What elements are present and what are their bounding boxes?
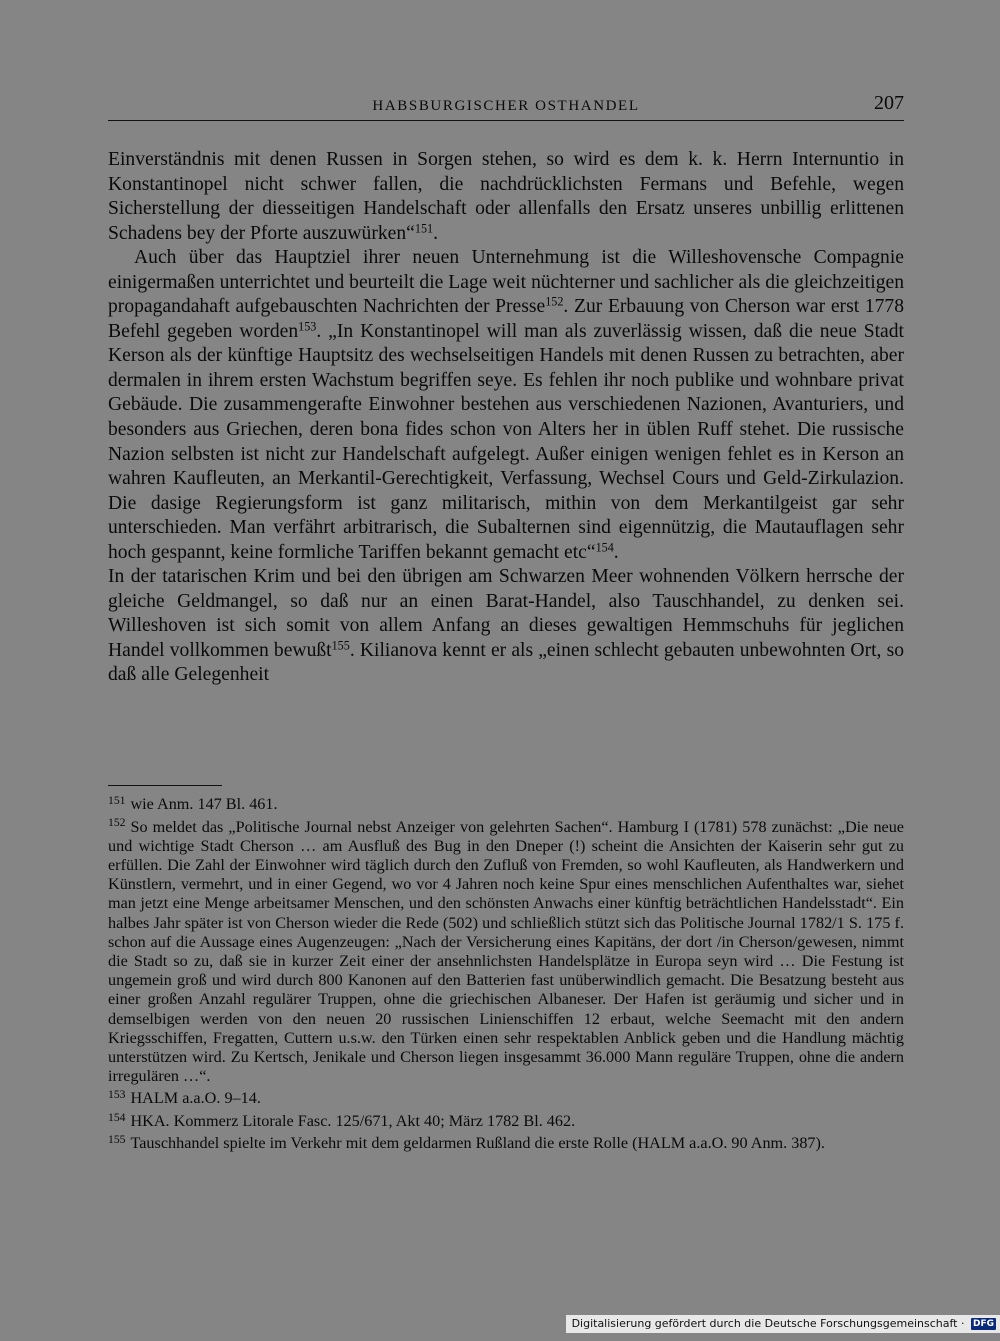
paragraph-text: Auch über das Hauptziel ihrer neuen Unternehmung ist die Willeshovensche Compagnie einigermaßen unterrichtet und beurteilt die Lage weit nüchterner und sachlicher als die gleichzeitigen propagandahaft aufgebauschten Nachrichten der Presse xyxy=(108,247,904,318)
page-number: 207 xyxy=(874,92,904,114)
footnote-number: 152 xyxy=(108,816,126,830)
paragraph-2 xyxy=(108,246,904,565)
footnote-ref-154: 154 xyxy=(595,540,614,555)
footnote-151 xyxy=(108,795,904,815)
footnote-ref-151: 151 xyxy=(414,220,434,235)
footnote-text: HALM a.a.O. 9–14. xyxy=(130,1089,261,1108)
quotation-text: . „In Konstantinopel will man als zuverlässig wissen, daß die neue Stadt Kerson als der künftige Hauptsitz des wechselseitigen Handels mit denen Russen zu betrachten, aber dermalen in ihrem ersten Wachstum begriffen seye. Es fehlen ihr noch publike und wohnbare privat Gebäude. Die zusammengerafte Einwohner bestehen aus verschiedenen Nazionen, Avanturiers, und besonders aus Griechen, deren bona fides schon von Alters her in üblen Ruff stehet. Die russische Nazion selbsten ist nicht zur Handelschaft aufgelegt. Außer einigen wenigen fehlet es in Kerson an wahren Kaufleuten, an Merkantil-Gerechtigkeit, Verfassung, Wechsel Cours und Geld-Zirkulazion. Die dasige Regierungsform ist ganz militarisch, mithin von dem Merkantilgeist gar sehr unterschieden. Man verfährt arbitrarisch, die Subalternen sind eigennützig, die Mautauflagen sehr hoch gespannt, keine formliche Tariffen bekannt gemacht etc“ xyxy=(108,320,904,563)
footnote-ref-152: 152 xyxy=(545,294,564,309)
paragraph-text: . Zur Erbauung von Cherson war erst 1778 Befehl gegeben worden xyxy=(108,296,904,342)
footnote-number: 153 xyxy=(108,1088,126,1102)
footnote-155 xyxy=(108,1134,904,1154)
footnote-ref-155: 155 xyxy=(331,638,350,653)
punctuation: . xyxy=(433,222,438,244)
paragraph-3 xyxy=(108,565,904,688)
footnote-divider xyxy=(108,785,222,786)
dfg-logo: DFG xyxy=(972,1319,994,1329)
footnote-text: So meldet das „Politische Journal nebst Anzeiger von gelehrten Sachen“. Hamburg I (1781) 578 zunächst: „Die neue und wichtige Stadt Cherson … am Ausfluß des Bug in den Dneper (!) scheint die Ansichten der Kaiserin sehr gut zu erfüllen. Die Zahl der Einwohner wird täglich durch den Zufluß von Fremden, so wohl Kaufleuten, als Handwerkern und Künstlern, vermehrt, und in einer Gegend, wo vor 4 Jahren noch keine Spur eines menschlichen Aufenthaltes war, siehet man jetzt eine Menge arbeitsamer Menschen, und den schönsten Anwachs einer künftig beträchtlichen Handelsstadt“. Ein halbes Jahr später ist von Cherson wieder die Rede (502) und schließlich stützt sich das Politische Journal 1782/1 S. 175 f. schon auf die Aussage eines Augenzeugen: „Nach der Versicherung eines Kapitäns, der dort /in Cherson/gewesen, nimmt die Stadt so zu, daß sie in kurzer Zeit einer der ansehnlichsten Handelsplätze in Europa seyn wird … Die Festung ist ungemein groß und wird durch 800 Kanonen auf den Batterien fast unüberwindlich gemacht. Die Besatzung besteht aus einer großen Anzahl regulärer Truppen, ohne die griechischen Albaneser. Der Hafen ist geräumig und sicher und in demselbigen werden von den neuen 20 russischen Linienschiffen 12 erbaut, welche Seemacht mit den andern Kriegsschiffen, Fregatten, Cuttern u.s.w. den Türken einen sehr respektablen Anblick geben und die Handlung mächtig unterstützen wird. Zu Kertsch, Jenikale und Cherson liegen insgesammt 36.000 Mann reguläre Truppen, ohne die andern irregulären …“. xyxy=(108,817,904,1086)
footnote-text: Tauschhandel spielte im Verkehr mit dem geldarmen Rußland die erste Rolle (HALM a.a.O. 90 Anm. 387). xyxy=(130,1134,825,1153)
main-text xyxy=(108,148,904,688)
paragraph-text: . Kilianova kennt er als „einen schlecht gebauten unbewohnten Ort, so daß alle Gelegenheit xyxy=(108,639,905,686)
paragraph-1 xyxy=(108,148,904,246)
punctuation: . xyxy=(613,541,619,563)
running-head: HABSBURGISCHER OSTHANDEL xyxy=(372,98,640,114)
footnote-number: 154 xyxy=(108,1110,126,1124)
footnote-text: HKA. Kommerz Litorale Fasc. 125/671, Akt 40; März 1782 Bl. 462. xyxy=(130,1111,576,1130)
footnote-number: 151 xyxy=(108,793,126,807)
footnote-text: wie Anm. 147 Bl. 461. xyxy=(130,795,278,813)
paragraph-text: Einverständnis mit denen Russen in Sorgen stehen, so wird es dem k. k. Herrn Internuntio in Konstantinopel nicht schwer fallen, die nachdrücklichsten Fermans und Befehle, wegen Sicherstellung der diesseitigen Handelschaft oder allenfalls den Ersatz unseres unbillig erlittenen Schadens bey der Pforte auszuwürken“ xyxy=(108,149,904,244)
footnote-152 xyxy=(108,818,904,1087)
credit-text: Digitalisierung gefördert durch die Deutsche Forschungsgemeinschaft · xyxy=(571,1317,965,1330)
digitization-credit xyxy=(566,1315,1000,1333)
page-header xyxy=(108,92,904,121)
footnote-154 xyxy=(108,1112,904,1132)
footnote-number: 155 xyxy=(108,1133,126,1147)
footnotes xyxy=(108,795,904,1157)
paragraph-text: In der tatarischen Krim und bei den übrigen am Schwarzen Meer wohnenden Völkern herrsche der gleiche Geldmangel, so daß nur an einen Barat-Handel, also Tauschhandel, zu denken sei. Willeshoven ist sich somit von allem Anfang an dieses gewaltigen Hemmschuhs für jeglichen Handel vollkommen bewußt xyxy=(108,566,904,661)
footnote-ref-153: 153 xyxy=(298,319,317,334)
footnote-153 xyxy=(108,1089,904,1109)
